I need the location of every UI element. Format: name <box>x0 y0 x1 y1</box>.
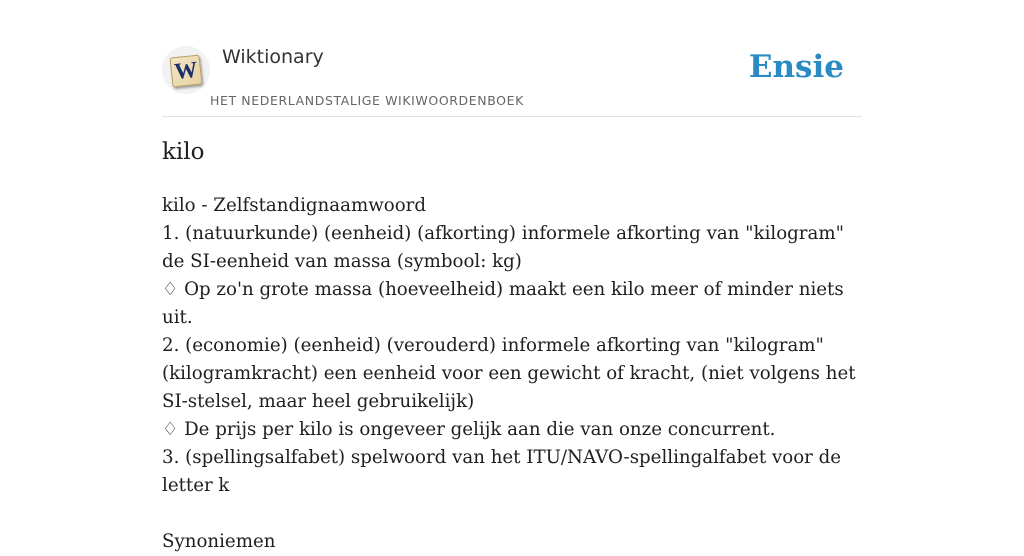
example-1: ♢ Op zo'n grote massa (hoeveelheid) maakt een kilo meer of minder niets uit. <box>162 279 844 328</box>
definition-2: 2. (economie) (eenheid) (verouderd) informele afkorting van "kilogram" (kilogramkracht) een eenheid voor een gewicht of kracht, (niet volgens het SI-stelsel, maar heel gebruikelijk) <box>162 335 856 412</box>
wiktionary-logo[interactable] <box>162 46 210 94</box>
page-title: kilo <box>162 139 205 165</box>
site-tagline: HET NEDERLANDSTALIGE WIKIWOORDENBOEK <box>210 93 524 108</box>
wiktionary-tile-icon: W <box>170 55 203 88</box>
site-name[interactable]: Wiktionary <box>222 46 324 68</box>
paragraph-gap <box>162 500 862 528</box>
example-2: ♢ De prijs per kilo is ongeveer gelijk aan die van onze concurrent. <box>162 419 776 440</box>
site-header <box>162 40 862 117</box>
article-body <box>162 192 862 556</box>
definition-1: 1. (natuurkunde) (eenheid) (afkorting) informele afkorting van "kilogram" de SI-eenheid van massa (symbool: kg) <box>162 223 844 272</box>
section-heading-synonyms: Synoniemen <box>162 531 276 552</box>
definition-3: 3. (spellingsalfabet) spelwoord van het ITU/NAVO-spellingalfabet voor de letter k <box>162 447 842 496</box>
part-of-speech: kilo - Zelfstandignaamwoord <box>162 195 427 216</box>
ensie-brand-link[interactable]: Ensie <box>748 49 844 85</box>
